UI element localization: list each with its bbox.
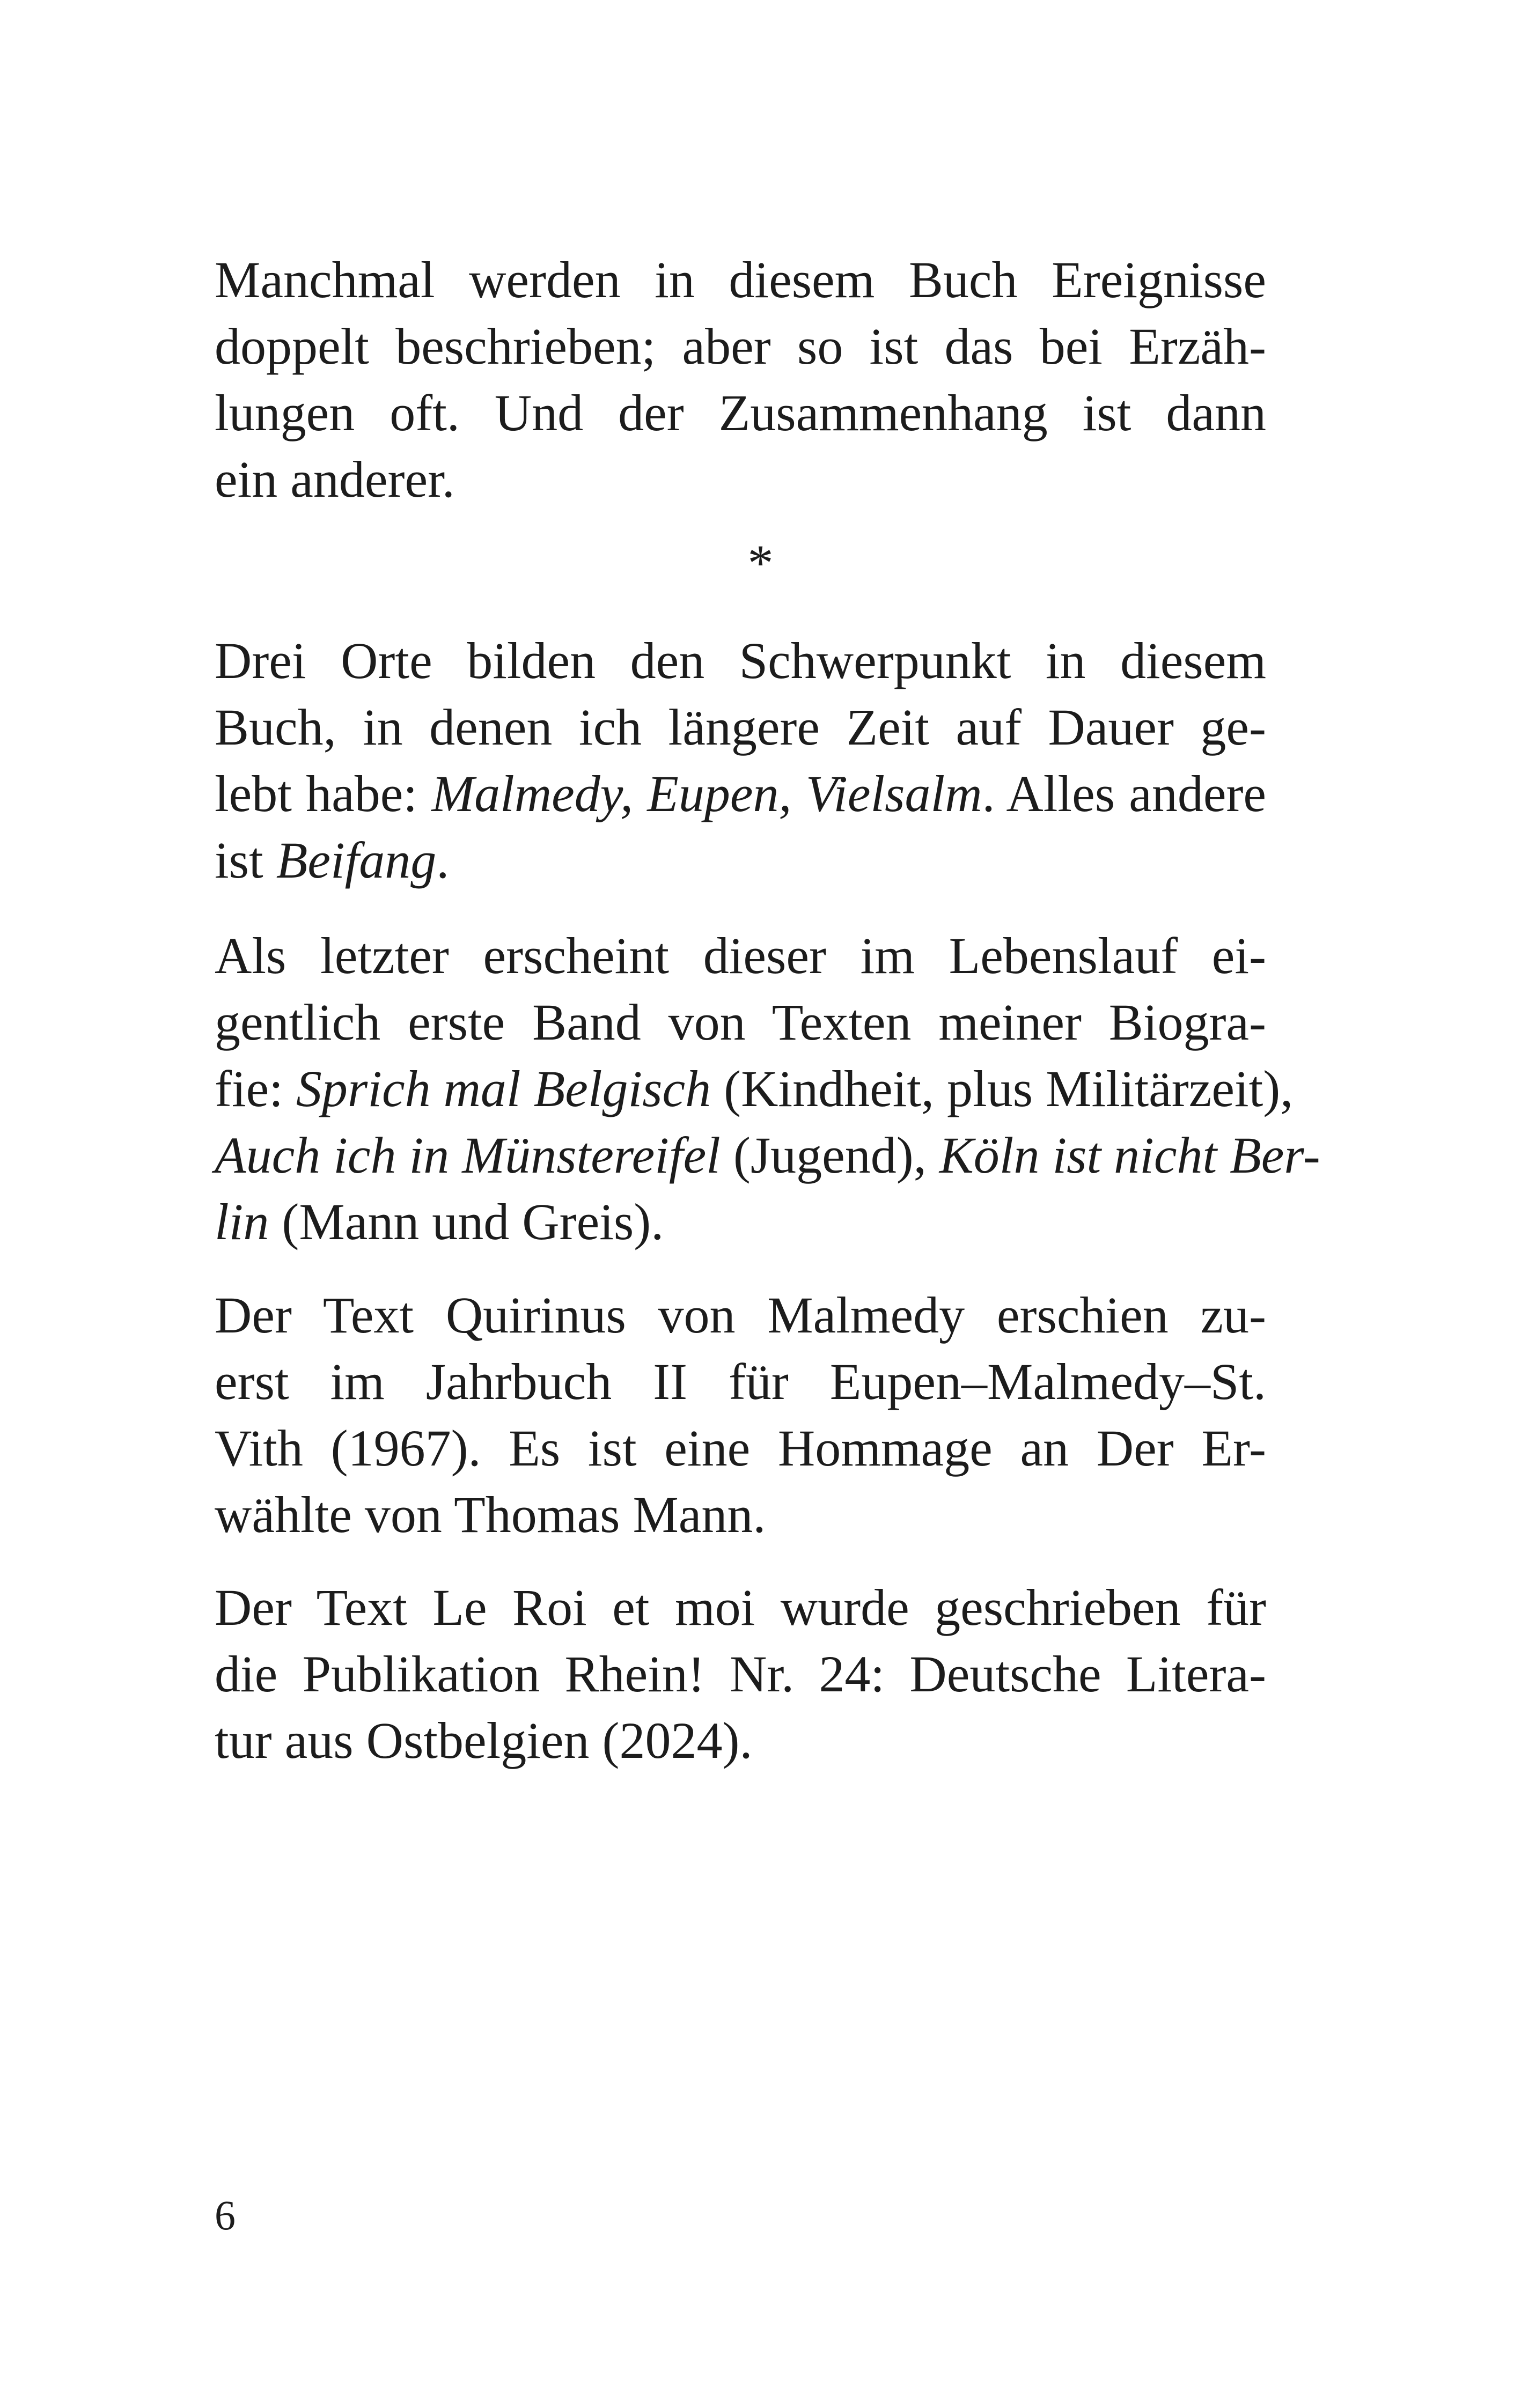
page-number: 6 [215,2192,236,2238]
text-line: lungen oft. Und der Zusammenhang ist dann [215,384,1266,441]
text-line: ist Beifang. [215,831,450,889]
text-line: Als letzter erscheint dieser im Lebenslauf ei- [215,927,1266,984]
text-line: Der Text Le Roi et moi wurde geschrieben für [215,1579,1266,1636]
text-line: tur aus Ostbelgien (2024). [215,1712,753,1769]
text-line: gentlich erste Band von Texten meiner Biogra- [215,993,1266,1051]
text-line: Der Text Quirinus von Malmedy erschien zu- [215,1286,1266,1344]
text-line: Manchmal werden in diesem Buch Ereignisse [215,251,1266,308]
section-separator: * [747,534,774,592]
text-line: erst im Jahrbuch II für Eupen–Malmedy–St. [215,1353,1266,1410]
text-line: doppelt beschrieben; aber so ist das bei Erzäh- [215,318,1266,375]
italic-book-title: Auch ich in Münstereifel [215,1126,721,1184]
italic-book-title: Köln ist nicht Ber- [939,1126,1320,1184]
text-line: lebt habe: Malmedy, Eupen, Vielsalm. Alles andere [215,765,1267,822]
text-line: Buch, in denen ich längere Zeit auf Dauer ge- [215,698,1266,756]
text-line: Drei Orte bilden den Schwerpunkt in diesem [215,632,1266,689]
text-line: Vith (1967). Es ist eine Hommage an Der Er- [215,1419,1266,1477]
italic-book-title: Sprich mal Belgisch [296,1060,711,1117]
text-line: Auch ich in Münstereifel (Jugend), Köln ist nicht Ber- [215,1126,1320,1184]
italic-book-title: lin [215,1193,269,1250]
italic-term: Beifang [276,831,437,889]
paragraph-2 [215,628,1266,894]
text-line: ein anderer. [215,451,455,508]
paragraph-1 [215,247,1266,513]
text-line: lin (Mann und Greis). [215,1193,664,1250]
text-line: fie: Sprich mal Belgisch (Kindheit, plus Militärzeit), [215,1060,1294,1117]
paragraph-5 [215,1574,1266,1774]
text-line: die Publikation Rhein! Nr. 24: Deutsche Litera- [215,1645,1266,1703]
paragraph-3 [215,923,1320,1255]
text-line: wählte von Thomas Mann. [215,1486,766,1543]
italic-place-names: Malmedy, Eupen, Vielsalm [431,765,982,822]
paragraph-4 [215,1282,1266,1548]
